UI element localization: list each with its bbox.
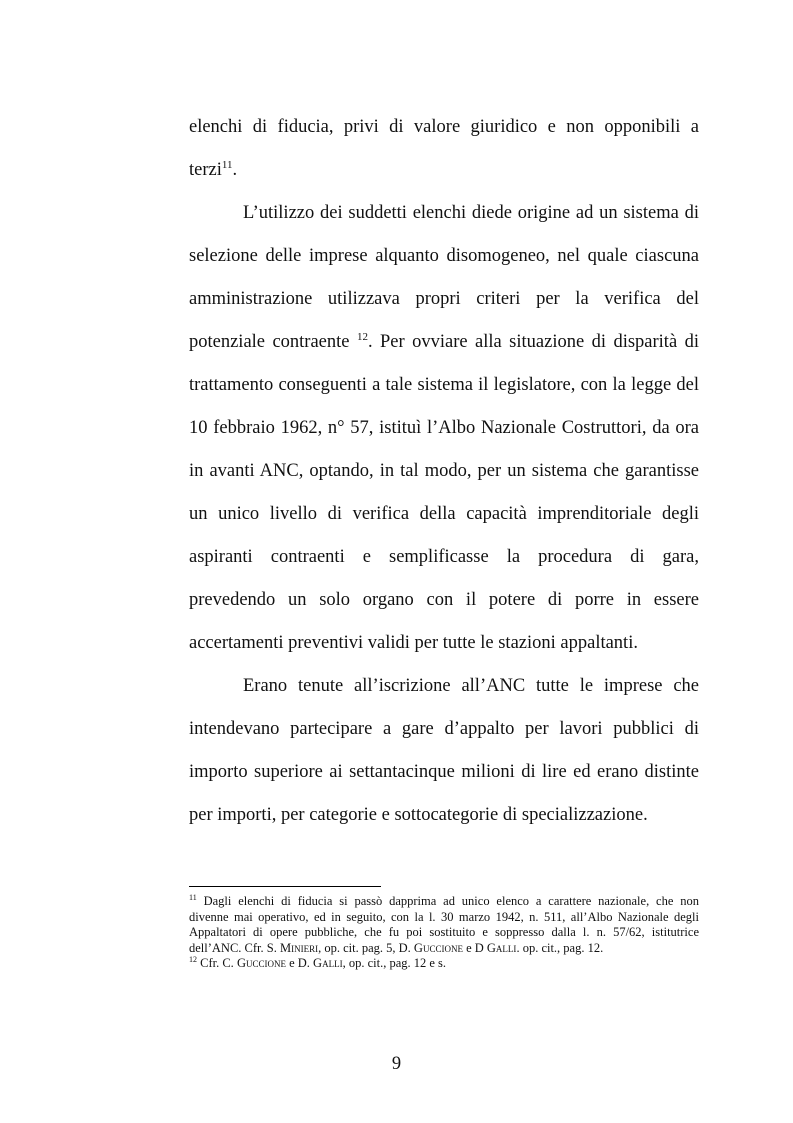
- footnote-line: Appaltatori di opere pubbliche, che fu poi sostituito e soppresso dalla l. n. 57/62, istitutrice: [189, 925, 699, 939]
- body-line: aspiranti contraenti e semplificasse la procedura di gara,: [189, 547, 699, 567]
- body-line: elenchi di fiducia, privi di valore giuridico e non opponibili a: [189, 117, 699, 137]
- body-line: terzi$^{11}$.: [189, 159, 238, 180]
- body-line: selezione delle imprese alquanto disomogeneo, nel quale ciascuna: [189, 246, 699, 266]
- body-line: 10 febbraio 1962, n° 57, istituì l’Albo Nazionale Costruttori, da ora: [189, 418, 699, 438]
- body-line: importo superiore ai settantacinque milioni di lire ed erano distinte: [189, 762, 699, 782]
- body-line: intendevano partecipare a gare d’appalto per lavori pubblici di: [189, 719, 699, 739]
- footnote-separator: [189, 886, 381, 887]
- body-line: amministrazione utilizzava propri criteri per la verifica del: [189, 289, 699, 309]
- body-line: L’utilizzo dei suddetti elenchi diede origine ad un sistema di: [243, 203, 699, 223]
- body-line: un unico livello di verifica della capacità imprenditoriale degli: [189, 504, 699, 524]
- body-line: prevedendo un solo organo con il potere di porre in essere: [189, 590, 699, 610]
- footnote-line: $^{11}$ Dagli elenchi di fiducia si passò dapprima ad unico elenco a carattere nazionale, che non: [189, 893, 699, 908]
- footnote-number: 12: [189, 955, 197, 964]
- body-line: in avanti ANC, optando, in tal modo, per un sistema che garantisse: [189, 461, 699, 481]
- body-line: per importi, per categorie e sottocategorie di specializzazione.: [189, 805, 648, 825]
- footnote-line: dell’ANC. Cfr. S. Minieri, op. cit. pag. 5, D. Guccione e D Galli. op. cit., pag. 12.: [189, 940, 604, 955]
- footnote-number: 11: [189, 893, 197, 902]
- footnote-line: divenne mai operativo, ed in seguito, con la l. 30 marzo 1942, n. 511, all’Albo Nazionale degli: [189, 909, 699, 924]
- footnote-ref[interactable]: 11: [221, 159, 233, 171]
- footnote-ref[interactable]: 12: [356, 331, 368, 343]
- body-line: trattamento conseguenti a tale sistema il legislatore, con la legge del: [189, 375, 699, 395]
- footnote-line: $^{12}$ Cfr. C. Guccione e D. Galli, op. cit., pag. 12 e s.: [189, 955, 447, 970]
- body-line: potenziale contraente $^{12}$. Per ovviare alla situazione di disparità di: [189, 331, 699, 352]
- page-number: 9: [391, 1054, 402, 1074]
- body-line: accertamenti preventivi validi per tutte le stazioni appaltanti.: [189, 633, 638, 653]
- body-line: Erano tenute all’iscrizione all’ANC tutte le imprese che: [243, 676, 699, 696]
